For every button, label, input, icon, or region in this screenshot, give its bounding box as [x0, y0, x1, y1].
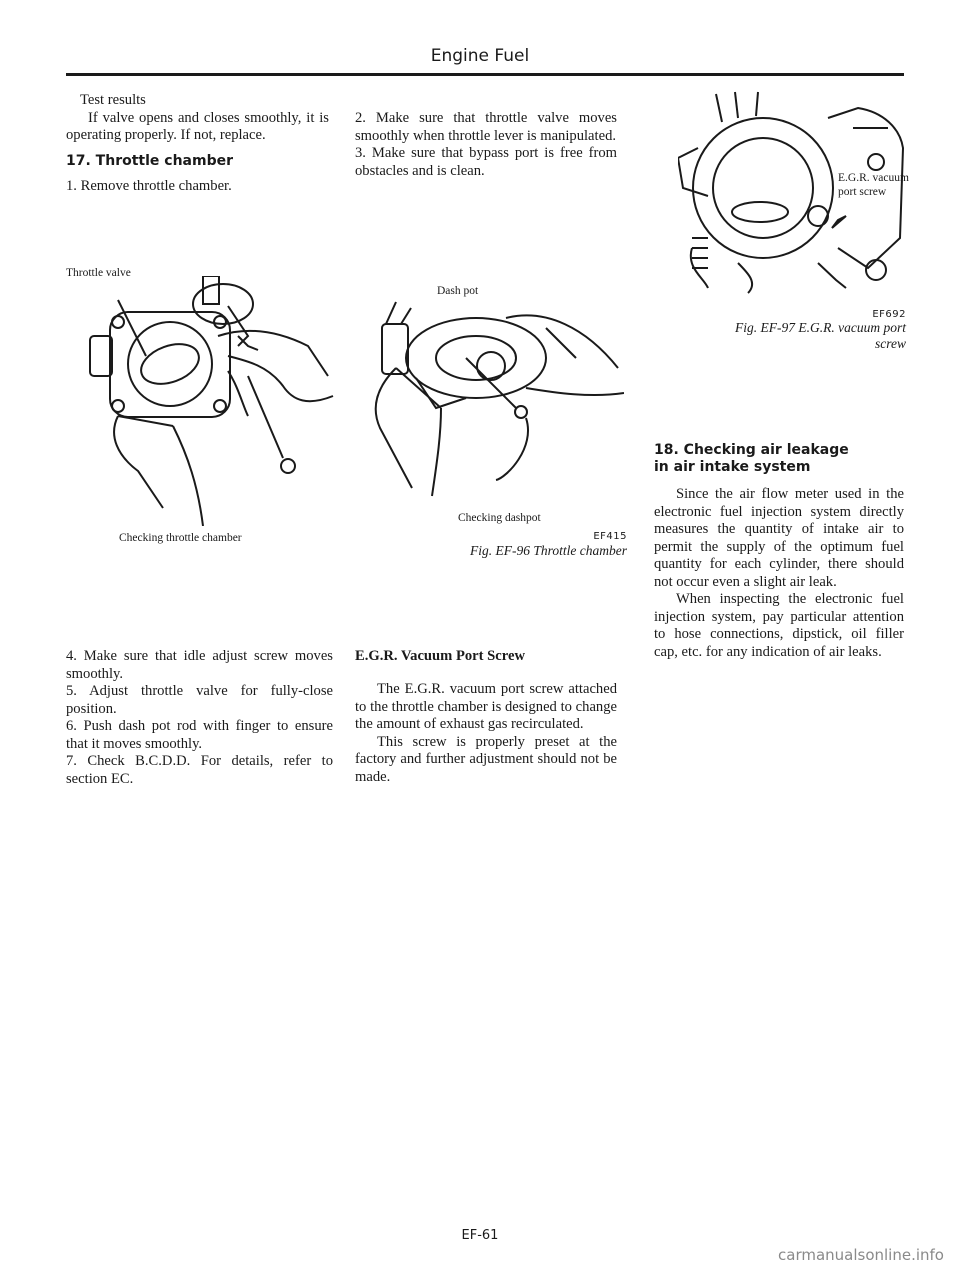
fig-label-checking-throttle: Checking throttle chamber	[119, 532, 242, 544]
col3-section-18	[654, 442, 904, 661]
egr-paragraph-2: This screw is properly preset at the factory and further adjustment should not be made.	[355, 733, 617, 785]
step-4: 4. Make sure that idle adjust screw moves smoothly.	[66, 648, 333, 682]
fig-label-throttle-valve: Throttle valve	[66, 267, 131, 279]
step-2: 2. Make sure that throttle valve moves smoothly when throttle lever is manipulated.	[355, 110, 617, 144]
step-1: 1. Remove throttle chamber.	[66, 177, 232, 194]
fig-97-caption	[680, 320, 906, 352]
fig-97-caption-line2: screw	[875, 336, 906, 351]
fig-96-code	[380, 526, 627, 544]
watermark: carmanualsonline.info	[778, 1246, 944, 1264]
fig-label-checking-dashpot: Checking dashpot	[458, 512, 541, 524]
fig-96-caption: Fig. EF-96 Throttle chamber	[470, 543, 627, 558]
col1-steps	[66, 648, 333, 788]
step-7: 7. Check B.C.D.D. For details, refer to section EC.	[66, 753, 333, 787]
fig-96-code-text: EF415	[593, 531, 627, 542]
section-18-title-line2: in air intake system	[654, 459, 811, 475]
test-results-text: If valve opens and closes smoothly, it is operating properly. If not, replace.	[66, 109, 329, 143]
step-6: 6. Push dash pot rod with finger to ensure that it moves smoothly.	[66, 718, 333, 752]
section-18-paragraph-1: Since the air flow meter used in the electronic fuel injection system directly measures the quantity of intake air to permit the supply of the optimum fuel quantity for each cylinder, there should not occur even a slight air leak.	[654, 486, 904, 590]
section-18-paragraph-2: When inspecting the electronic fuel injection system, pay particular attention to hose connections, dipstick, oil filler cap, etc. for any indication of air leaks.	[654, 591, 904, 660]
header-rule	[66, 73, 904, 76]
fig-97-code-text: EF692	[872, 309, 906, 320]
section-18-title-line1: 18. Checking air leakage	[654, 442, 849, 458]
test-results-heading: Test results	[80, 92, 146, 108]
egr-paragraph-1: The E.G.R. vacuum port screw attached to the throttle chamber is designed to change the amount of exhaust gas recirculated.	[355, 681, 617, 732]
fig-97-caption-line1: Fig. EF-97 E.G.R. vacuum port	[735, 320, 906, 335]
col1-top-text	[66, 92, 329, 195]
page-number: EF-61	[461, 1228, 499, 1243]
step-3: 3. Make sure that bypass port is free from obstacles and is clean.	[355, 145, 617, 179]
egr-heading: E.G.R. Vacuum Port Screw	[355, 648, 525, 664]
page-header-title: Engine Fuel	[430, 46, 530, 66]
col2-egr-section	[355, 648, 617, 786]
section-17-title: 17. Throttle chamber	[66, 152, 233, 169]
throttle-chamber-illustration	[78, 276, 338, 526]
dashpot-illustration	[356, 298, 624, 500]
fig-label-egr-screw: E.G.R. vacuum port screw	[838, 172, 909, 198]
fig-label-dash-pot: Dash pot	[437, 285, 479, 297]
col2-steps	[355, 110, 617, 180]
step-5: 5. Adjust throttle valve for fully-close position.	[66, 683, 333, 717]
